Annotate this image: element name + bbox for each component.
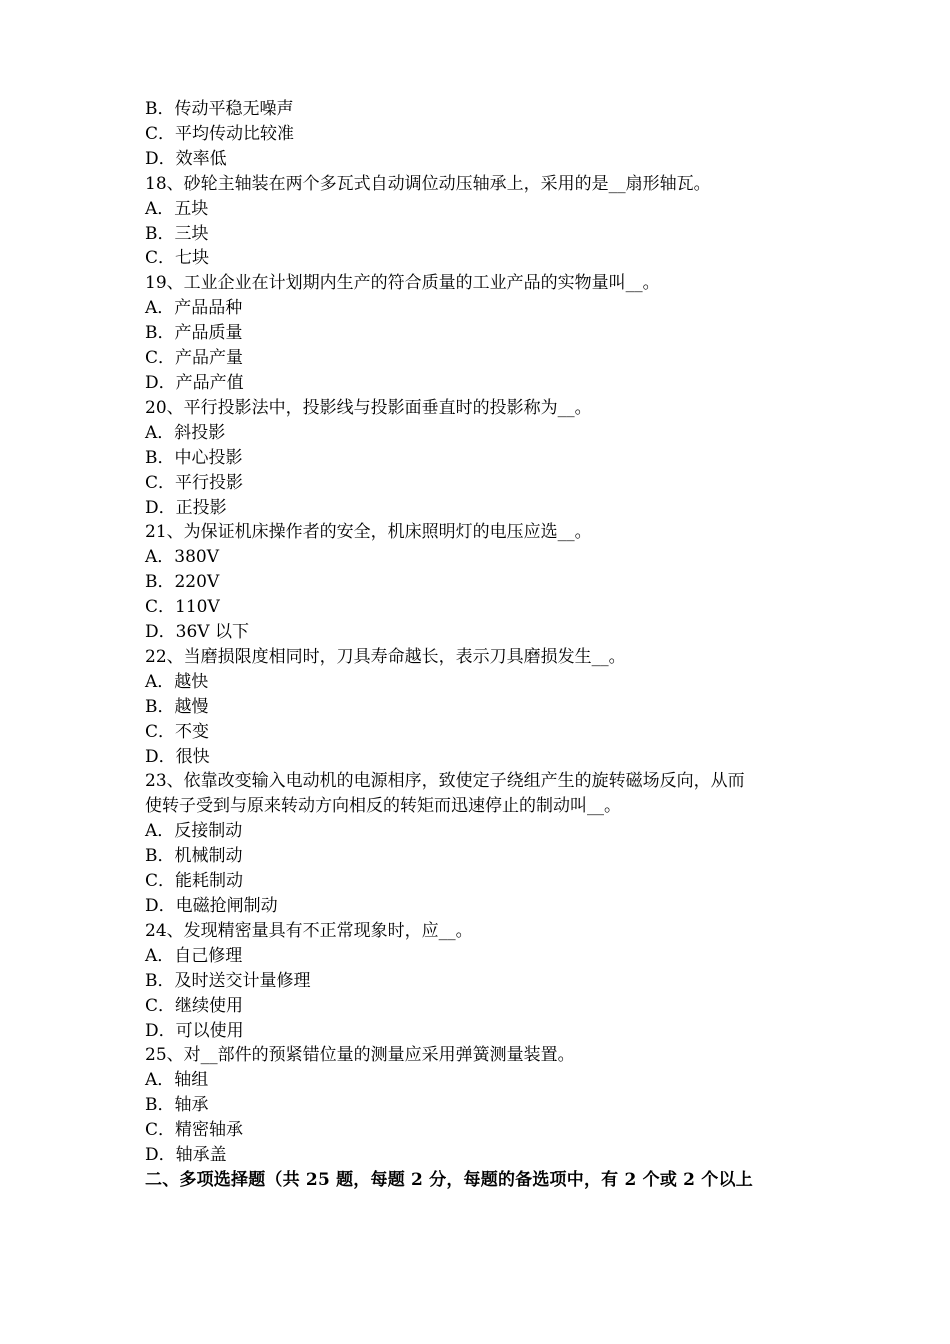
option-line: A．自己修理 xyxy=(145,945,243,966)
option-line: A．轴组 xyxy=(145,1070,209,1091)
option-line: B．机械制动 xyxy=(145,846,243,867)
question-24: 24、发现精密量具有不正常现象时，应__。 xyxy=(145,920,473,941)
option-line: C．平均传动比较准 xyxy=(145,123,295,144)
option-line: C．七块 xyxy=(145,248,210,269)
option-line: D．可以使用 xyxy=(145,1020,244,1041)
question-22: 22、当磨损限度相同时，刀具寿命越长，表示刀具磨损发生__。 xyxy=(145,646,626,667)
option-line: A．斜投影 xyxy=(145,422,226,443)
option-line: C．110V xyxy=(145,597,220,618)
option-line: C．不变 xyxy=(145,721,210,742)
option-line: C．精密轴承 xyxy=(145,1120,244,1141)
option-line: B．三块 xyxy=(145,223,209,244)
option-line: D．轴承盖 xyxy=(145,1145,227,1166)
option-line: A．越快 xyxy=(145,671,209,692)
option-line: B．中心投影 xyxy=(145,447,243,468)
option-line: D．效率低 xyxy=(145,148,227,169)
option-line: C．产品产量 xyxy=(145,348,244,369)
document-body xyxy=(145,97,810,1193)
option-line: D．很快 xyxy=(145,746,210,767)
option-line: A．反接制动 xyxy=(145,821,243,842)
question-23-line-2: 使转子受到与原来转动方向相反的转矩而迅速停止的制动叫__。 xyxy=(145,796,621,817)
option-line: D．正投影 xyxy=(145,497,227,518)
option-line: D．产品产值 xyxy=(145,372,244,393)
option-line: A．380V xyxy=(145,547,220,568)
section-heading: 二、多项选择题（共 25 题，每题 2 分，每题的备选项中，有 2 个或 2 个以上 xyxy=(145,1169,753,1190)
option-line: B．产品质量 xyxy=(145,323,243,344)
option-line: C．继续使用 xyxy=(145,995,244,1016)
option-line: B．轴承 xyxy=(145,1095,209,1116)
option-line: C．平行投影 xyxy=(145,472,244,493)
option-line: B．220V xyxy=(145,572,220,593)
option-line: C．能耗制动 xyxy=(145,871,244,892)
option-line: B．及时送交计量修理 xyxy=(145,970,311,991)
option-line: B．越慢 xyxy=(145,696,209,717)
option-line: D．电磁抢闸制动 xyxy=(145,896,278,916)
option-line: A．五块 xyxy=(145,198,209,219)
question-23-line-1: 23、依靠改变输入电动机的电源相序，致使定子绕组产生的旋转磁场反向，从而 xyxy=(145,771,745,792)
option-line: D．36V 以下 xyxy=(145,622,249,643)
question-21: 21、为保证机床操作者的安全，机床照明灯的电压应选__。 xyxy=(145,522,592,543)
question-20: 20、平行投影法中，投影线与投影面垂直时的投影称为__。 xyxy=(145,397,592,418)
option-line: B．传动平稳无噪声 xyxy=(145,99,294,119)
question-25: 25、对__部件的预紧错位量的测量应采用弹簧测量装置。 xyxy=(145,1045,575,1066)
question-19: 19、工业企业在计划期内生产的符合质量的工业产品的实物量叫__。 xyxy=(145,273,660,294)
option-line: A．产品品种 xyxy=(145,298,243,319)
question-18: 18、砂轮主轴装在两个多瓦式自动调位动压轴承上，采用的是__扇形轴瓦。 xyxy=(145,173,711,194)
